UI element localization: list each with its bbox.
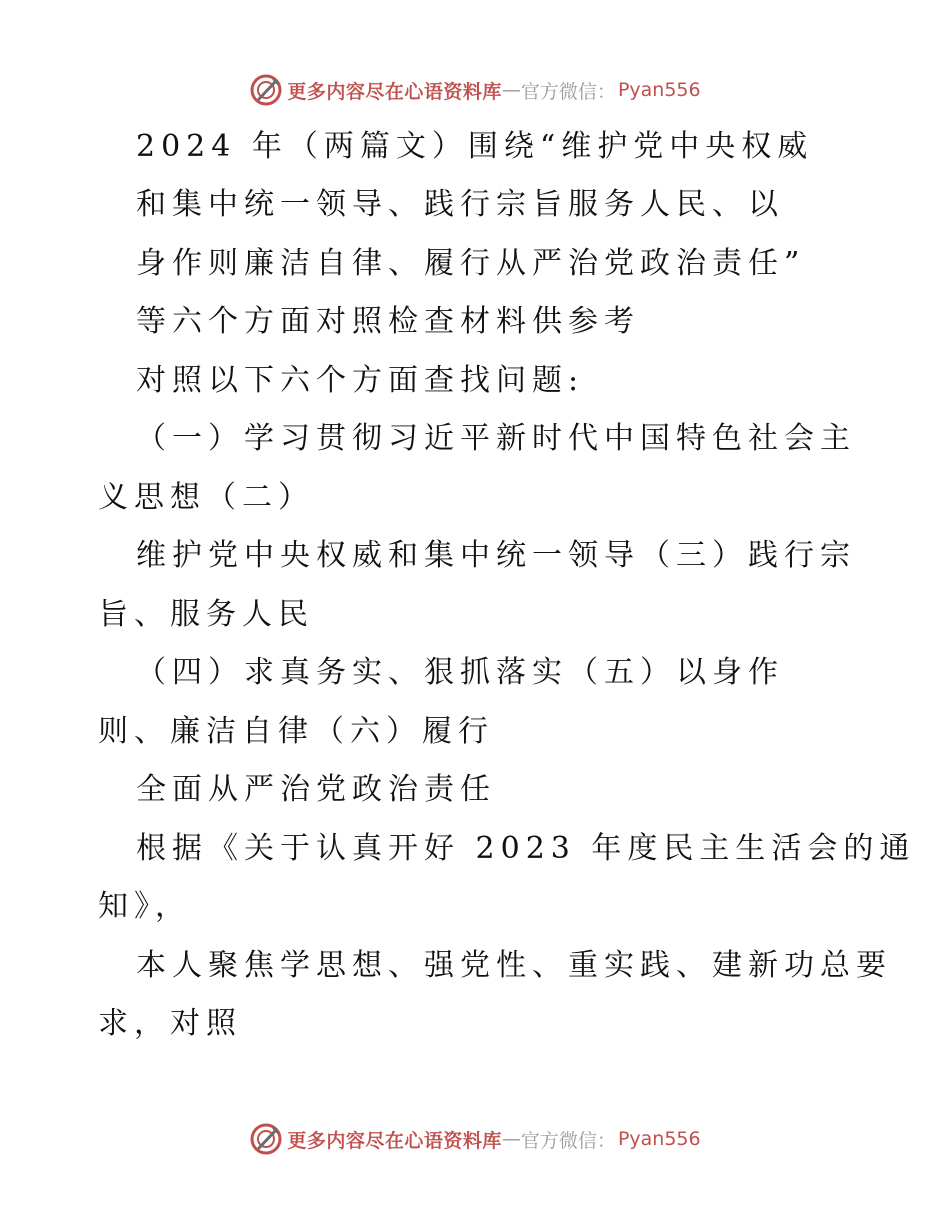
- watermark-text: 更多内容尽在心语资料库: [287, 1129, 502, 1152]
- paragraph-line: 义思想（二）: [98, 480, 314, 515]
- footer-watermark: [0, 1119, 950, 1159]
- paragraph-line: 则、廉洁自律（六）履行: [98, 714, 494, 749]
- paragraph-line: （一）学习贯彻习近平新时代中国特色社会主: [136, 421, 856, 456]
- watermark-text: 更多内容尽在心语资料库: [287, 80, 502, 103]
- paragraph-line: 根据《关于认真开好 2023 年度民主生活会的通: [136, 831, 916, 866]
- paragraph-line: 维护党中央权威和集中统一领导（三）践行宗: [136, 538, 856, 573]
- stamp-logo-icon: [249, 1122, 283, 1156]
- wechat-label: 官方微信：: [520, 1129, 616, 1152]
- paragraph-line: 知》，: [98, 889, 191, 924]
- doc-title-line-3: 身作则廉洁自律、履行从严治党政治责任”: [136, 246, 806, 281]
- wechat-id: Pyan556: [617, 79, 701, 101]
- watermark-separator: —: [501, 1128, 521, 1150]
- paragraph-line: 本人聚焦学思想、强党性、重实践、建新功总要: [136, 948, 892, 983]
- paragraph-line: 旨、服务人民: [98, 597, 314, 632]
- wechat-label: 官方微信：: [520, 80, 616, 103]
- watermark-separator: —: [501, 79, 521, 101]
- paragraph-line: 全面从严治党政治责任: [136, 772, 496, 807]
- doc-title-line-4: 等六个方面对照检查材料供参考: [136, 304, 640, 339]
- doc-title-line-1: 2024 年（两篇文）围绕“维护党中央权威: [136, 129, 814, 164]
- paragraph-line: 求，对照: [98, 1006, 242, 1041]
- wechat-id: Pyan556: [617, 1128, 701, 1150]
- paragraph-line: 对照以下六个方面查找问题:: [136, 363, 585, 398]
- paragraph-line: （四）求真务实、狠抓落实（五）以身作: [136, 655, 784, 690]
- doc-title-line-2: 和集中统一领导、践行宗旨服务人民、以: [136, 187, 784, 222]
